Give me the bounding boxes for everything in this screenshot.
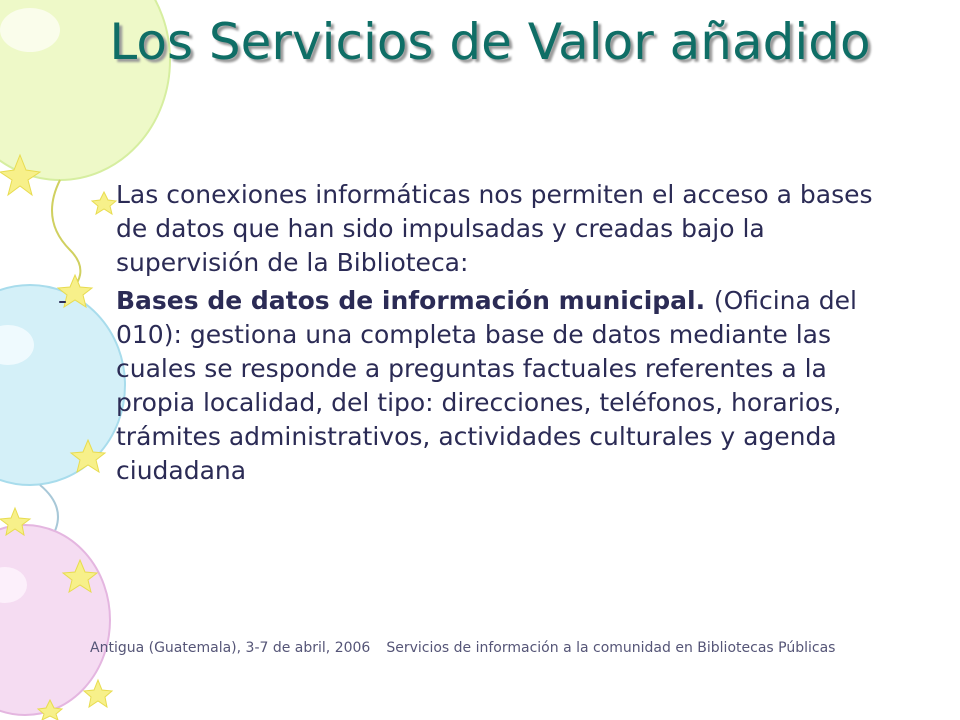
balloon-pink-icon [0, 525, 110, 715]
footer-topic: Servicios de información a la comunidad en Bibliotecas Públicas [386, 640, 836, 656]
bullet-dash: - [58, 286, 68, 315]
footer-event: Antigua (Guatemala), 3-7 de abril, 2006 [90, 640, 371, 656]
bullet-text: (Oficina del 010): gestiona una completa base de datos mediante las cuales se responde a preguntas factuales referentes a la propia localidad, del tipo: direcciones, teléfonos, horarios, trámites administrativos, actividades culturales y agenda ciudadana [116, 286, 857, 485]
slide-title: Los Servicios de Valor añadido [109, 13, 871, 71]
slide-body [0, 178, 960, 488]
bullet-item [0, 284, 960, 488]
bullet-lead: Bases de datos de información municipal. [116, 286, 714, 315]
intro-paragraph: Las conexiones informáticas nos permiten el acceso a bases de datos que han sido impulsadas y creadas bajo la supervisión de la Biblioteca: [116, 180, 873, 277]
slide-footer [90, 640, 950, 656]
